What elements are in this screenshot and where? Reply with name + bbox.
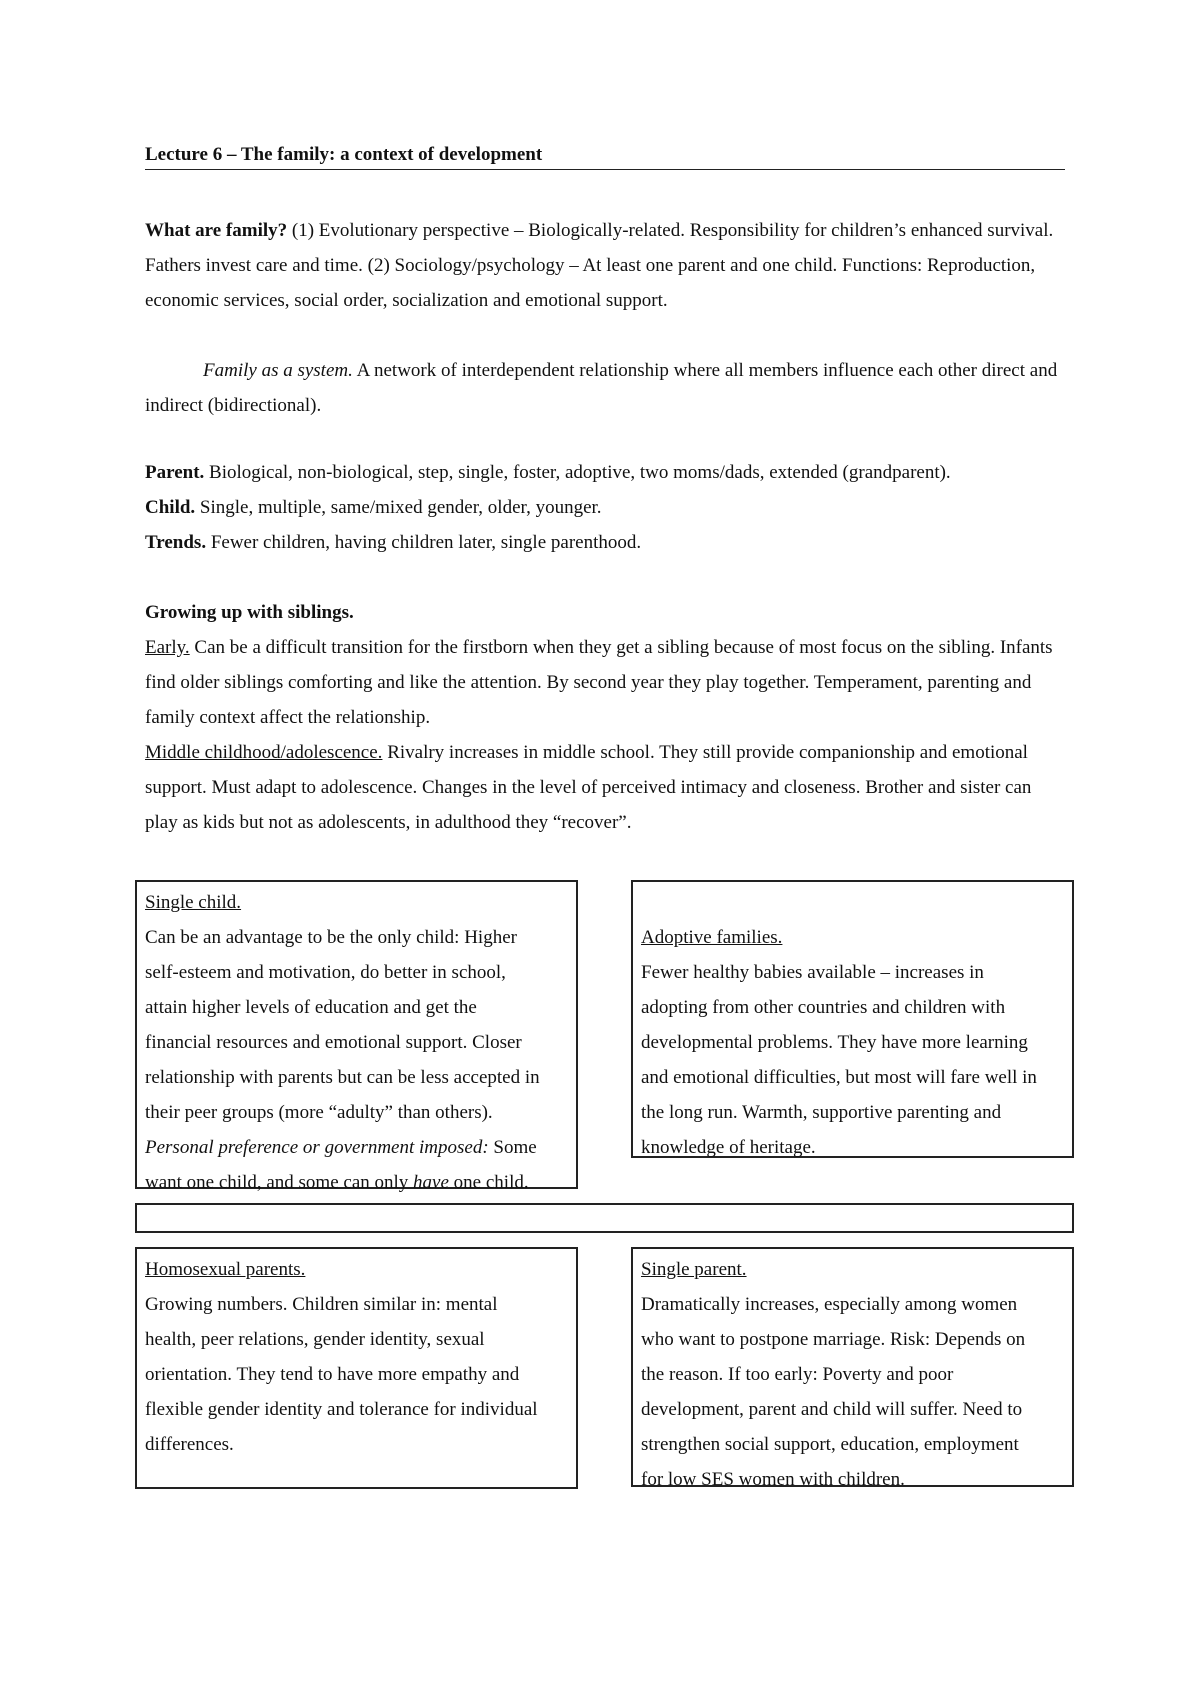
- trends-definition: [145, 525, 1065, 560]
- single-parent-box: [631, 1247, 1074, 1490]
- what-are-family-text: (1) Evolutionary perspective – Biologically-related. Responsibility for children’s enhanced survival. Fathers invest care and time. (2) Sociology/psychology – At least one parent and one child. Functions: Reproduction, economic services, social order, socialization and emotional support.: [145, 220, 1054, 311]
- single-parent-line: development, parent and child will suffer. Need to: [641, 1399, 1023, 1420]
- homosexual-line: orientation. They tend to have more empathy and: [145, 1364, 520, 1385]
- what-are-family-label: What are family?: [145, 220, 288, 241]
- definitions-block: [145, 455, 1065, 560]
- adoptive-line: Fewer healthy babies available – increases in: [641, 962, 984, 983]
- page-title: Lecture 6 – The family: a context of development: [145, 143, 1065, 170]
- single-child-line: self-esteem and motivation, do better in school,: [145, 962, 506, 983]
- parent-label: Parent.: [145, 462, 205, 483]
- family-system-text: A network of interdependent relationship where all members influence each other direct and indirect (bidirectional).: [145, 360, 1058, 416]
- trends-text: Fewer children, having children later, single parenthood.: [206, 532, 642, 553]
- adoptive-line: and emotional difficulties, but most will fare well in: [641, 1067, 1037, 1088]
- single-parent-line: strengthen social support, education, employment: [641, 1434, 1019, 1455]
- adoptive-line: knowledge of heritage.: [641, 1137, 816, 1158]
- trends-label: Trends.: [145, 532, 207, 553]
- siblings-heading: Growing up with siblings.: [145, 602, 354, 623]
- single-parent-line: the reason. If too early: Poverty and poor: [641, 1364, 954, 1385]
- siblings-middle-label: Middle childhood/adolescence.: [145, 742, 383, 763]
- single-child-last-text-a: want one child, and some can only: [145, 1172, 414, 1193]
- single-parent-heading: Single parent.: [641, 1259, 747, 1280]
- siblings-middle-text: Rivalry increases in middle school. They still provide companionship and emotional support. Must adapt to adolescence. Changes in the level of perceived intimacy and closeness. Brother and sister can play as kids but not as adolescents, in adulthood they “recover”.: [145, 742, 1032, 833]
- single-child-last-have: have: [413, 1172, 449, 1193]
- family-system-paragraph: [145, 353, 1065, 423]
- siblings-early-paragraph: [145, 630, 1065, 735]
- adoptive-families-box: [631, 880, 1074, 1158]
- homosexual-line: health, peer relations, gender identity, sexual: [145, 1329, 485, 1350]
- single-parent-line: Dramatically increases, especially among women: [641, 1294, 1018, 1315]
- adoptive-line: the long run. Warmth, supportive parenting and: [641, 1102, 1002, 1123]
- homosexual-line: Growing numbers. Children similar in: mental: [145, 1294, 498, 1315]
- single-child-line: Can be an advantage to be the only child: Higher: [145, 927, 517, 948]
- child-label: Child.: [145, 497, 196, 518]
- siblings-early-label: Early.: [145, 637, 190, 658]
- siblings-early-text: Can be a difficult transition for the firstborn when they get a sibling because of most focus on the sibling. Infants find older siblings comforting and like the attention. By second year they play together. Temperament, parenting and family context affect the relationship.: [145, 637, 1053, 728]
- single-child-line: attain higher levels of education and get the: [145, 997, 477, 1018]
- homosexual-line: differences.: [145, 1434, 234, 1455]
- empty-separator-box: [135, 1203, 1074, 1233]
- homosexual-line: flexible gender identity and tolerance for individual: [145, 1399, 538, 1420]
- single-child-preference-label: Personal preference or government imposed:: [145, 1137, 489, 1158]
- child-text: Single, multiple, same/mixed gender, older, younger.: [195, 497, 602, 518]
- single-child-preference-line: [145, 1130, 568, 1165]
- homosexual-heading: Homosexual parents.: [145, 1259, 306, 1280]
- adoptive-heading: Adoptive families.: [641, 927, 783, 948]
- what-are-family-paragraph: [145, 213, 1065, 318]
- single-child-heading: Single child.: [145, 892, 242, 913]
- single-child-box: [135, 880, 578, 1193]
- single-child-line: their peer groups (more “adulty” than others).: [145, 1102, 493, 1123]
- child-definition: [145, 490, 1065, 525]
- parent-definition: [145, 455, 1065, 490]
- single-child-line: relationship with parents but can be less accepted in: [145, 1067, 540, 1088]
- family-system-label: Family as a system.: [203, 360, 353, 381]
- adoptive-line: adopting from other countries and children with: [641, 997, 1006, 1018]
- adoptive-line: developmental problems. They have more learning: [641, 1032, 1028, 1053]
- single-child-line: financial resources and emotional support. Closer: [145, 1032, 522, 1053]
- single-child-last-text-b: one child.: [448, 1172, 529, 1193]
- siblings-middle-paragraph: [145, 735, 1065, 840]
- single-parent-line: for low SES women with children.: [641, 1469, 905, 1490]
- single-child-preference-text: Some: [488, 1137, 537, 1158]
- homosexual-parents-box: [135, 1247, 578, 1489]
- parent-text: Biological, non-biological, step, single, foster, adoptive, two moms/dads, extended (grandparent).: [204, 462, 951, 483]
- siblings-section: [145, 595, 1065, 840]
- single-child-last-line: [145, 1165, 568, 1200]
- single-parent-line: who want to postpone marriage. Risk: Depends on: [641, 1329, 1026, 1350]
